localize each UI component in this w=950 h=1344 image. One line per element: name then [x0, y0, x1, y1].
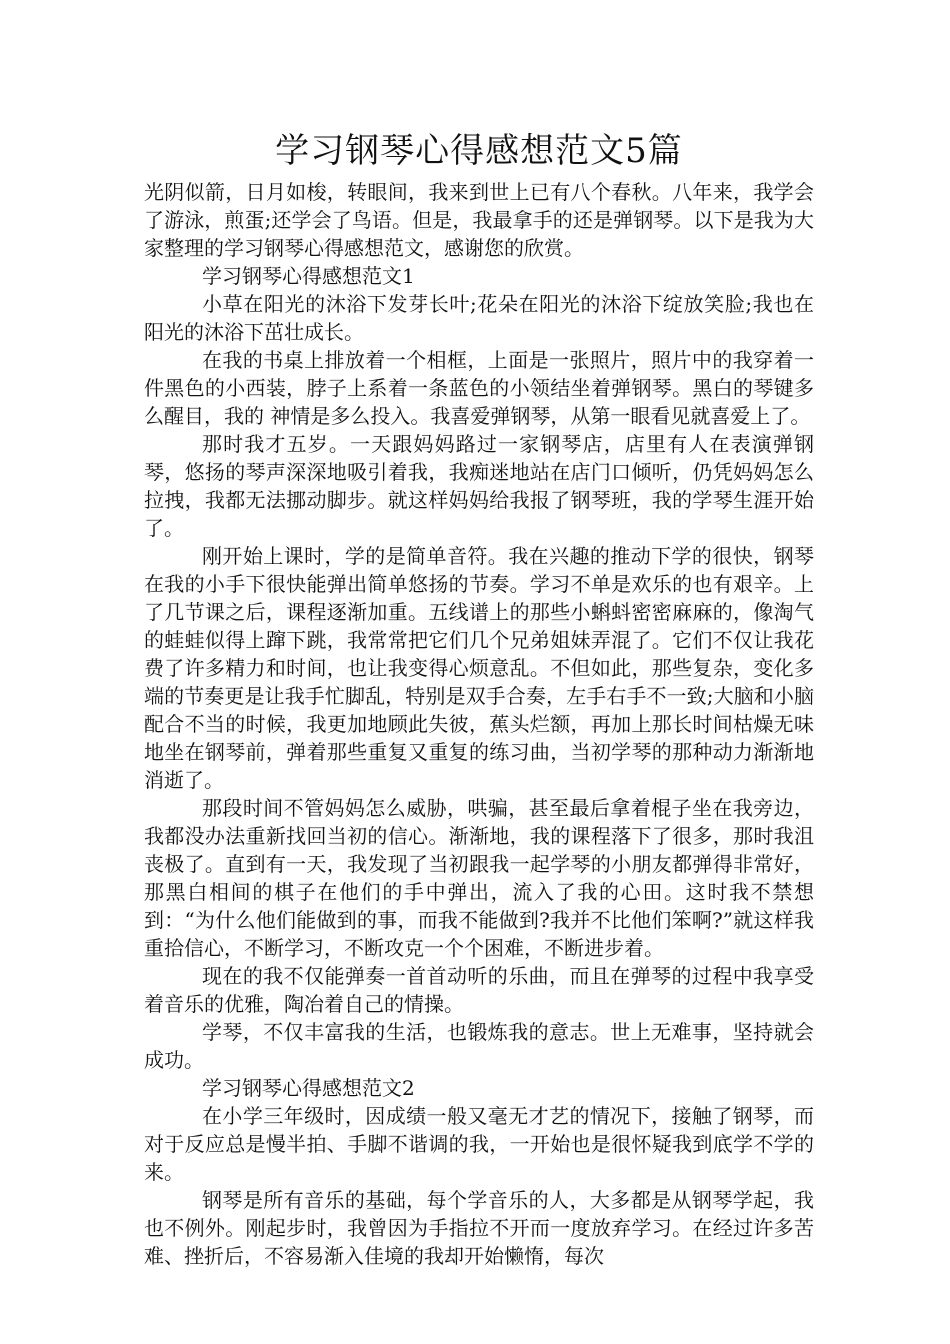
body-paragraph: 刚开始上课时，学的是简单音符。我在兴趣的推动下学的很快，钢琴在我的小手下很快能弹出简单悠扬的节奏。学习不单是欢乐的也有艰辛。上了几节课之后，课程逐渐加重。五线谱上的那些小蝌蚪密密麻麻的，像淘气的蛙蛙似得上蹿下跳，我常常把它们几个兄弟姐妹弄混了。它们不仅让我花费了许多精力和时间，也让我变得心烦意乱。不但如此，那些复杂，变化多端的节奏更是让我手忙脚乱，特别是双手合奏，左手右手不一致;大脑和小脑配合不当的时候，我更加地顾此失彼，蕉头烂额，再加上那长时间枯燥无味地坐在钢琴前，弹着那些重复又重复的练习曲，当初学琴的那种动力渐渐地消逝了。 — [144, 544, 814, 792]
document-title: 学习钢琴心得感想范文5篇 — [275, 131, 683, 171]
body-paragraph: 钢琴是所有音乐的基础，每个学音乐的人，大多都是从钢琴学起，我也不例外。刚起步时，我曾因为手指拉不开而一度放弃学习。在经过许多苦难、挫折后，不容易渐入佳境的我却开始懒惰，每次 — [144, 1188, 814, 1268]
body-paragraph: 学琴，不仅丰富我的生活，也锻炼我的意志。世上无难事，坚持就会成功。 — [144, 1020, 814, 1072]
intro-paragraph: 光阴似箭，日月如梭，转眼间，我来到世上已有八个春秋。八年来，我学会了游泳，煎蛋;还学会了鸟语。但是，我最拿手的还是弹钢琴。以下是我为大家整理的学习钢琴心得感想范文，感谢您的欣赏。 — [144, 180, 814, 260]
section-heading-1: 学习钢琴心得感想范文1 — [202, 264, 415, 288]
body-paragraph: 在小学三年级时，因成绩一般又毫无才艺的情况下，接触了钢琴，而对于反应总是慢半拍、手脚不谐调的我，一开始也是很怀疑我到底学不学的来。 — [144, 1104, 814, 1184]
body-paragraph: 现在的我不仅能弹奏一首首动听的乐曲，而且在弹琴的过程中我享受着音乐的优雅，陶冶着自己的情操。 — [144, 964, 814, 1016]
body-paragraph: 那时我才五岁。一天跟妈妈路过一家钢琴店，店里有人在表演弹钢琴，悠扬的琴声深深地吸引着我，我痴迷地站在店门口倾听，仍凭妈妈怎么拉拽，我都无法挪动脚步。就这样妈妈给我报了钢琴班，我的学琴生涯开始了。 — [144, 432, 814, 540]
body-paragraph: 小草在阳光的沐浴下发芽长叶;花朵在阳光的沐浴下绽放笑脸;我也在阳光的沐浴下茁壮成长。 — [144, 292, 814, 344]
body-paragraph: 在我的书桌上排放着一个相框，上面是一张照片，照片中的我穿着一件黑色的小西装，脖子上系着一条蓝色的小领结坐着弹钢琴。黑白的琴键多么醒目，我的 神情是多么投入。我喜爱弹钢琴，从第一眼看见就喜爱上了。 — [144, 348, 814, 428]
body-paragraph: 那段时间不管妈妈怎么威胁，哄骗，甚至最后拿着棍子坐在我旁边，我都没办法重新找回当初的信心。渐渐地，我的课程落下了很多，那时我沮丧极了。直到有一天，我发现了当初跟我一起学琴的小朋友都弹得非常好，那黑白相间的棋子在他们的手中弹出，流入了我的心田。这时我不禁想到：“为什么他们能做到的事，而我不能做到?我并不比他们笨啊?”就这样我重拾信心，不断学习，不断攻克一个个困难，不断进步着。 — [144, 796, 814, 960]
section-heading-2: 学习钢琴心得感想范文2 — [202, 1076, 415, 1100]
document-body — [144, 178, 814, 1270]
